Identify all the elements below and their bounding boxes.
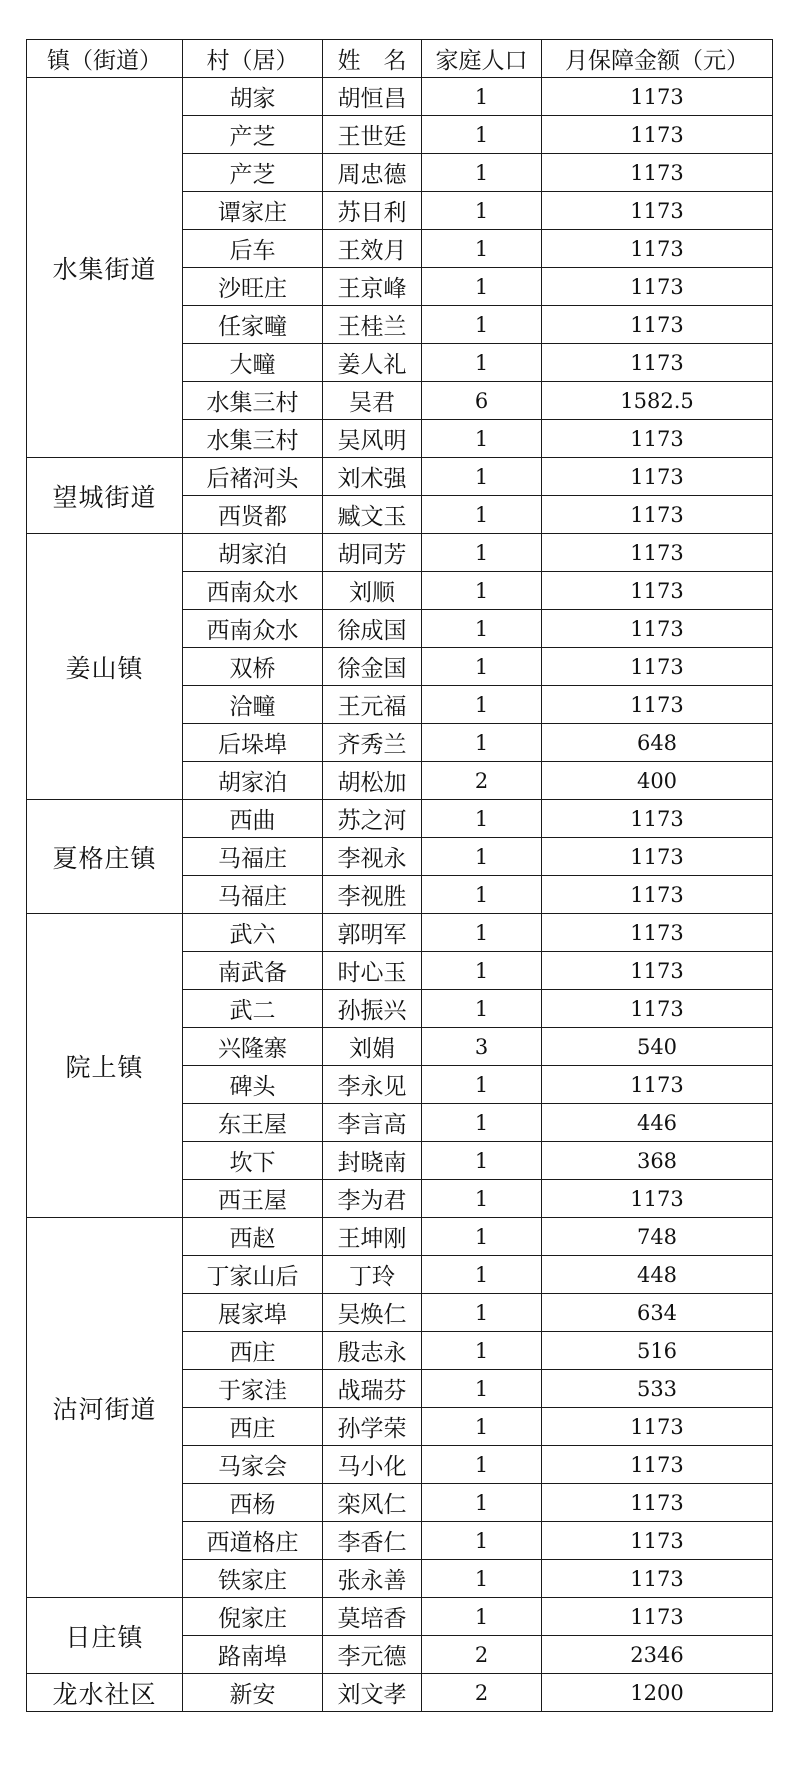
name-cell: 胡恒昌	[323, 78, 422, 116]
household-size-cell: 3	[422, 1028, 542, 1066]
village-cell: 西王屋	[183, 1180, 323, 1218]
household-size-cell: 1	[422, 1180, 542, 1218]
household-size-cell: 1	[422, 1522, 542, 1560]
name-cell: 刘顺	[323, 572, 422, 610]
village-cell: 后垛埠	[183, 724, 323, 762]
name-cell: 张永善	[323, 1560, 422, 1598]
monthly-amount-cell: 1173	[542, 1598, 773, 1636]
name-cell: 齐秀兰	[323, 724, 422, 762]
name-cell: 李视永	[323, 838, 422, 876]
household-size-cell: 2	[422, 1674, 542, 1712]
name-cell: 孙学荣	[323, 1408, 422, 1446]
name-cell: 徐金国	[323, 648, 422, 686]
table-row	[27, 534, 773, 572]
name-cell: 苏日利	[323, 192, 422, 230]
village-cell: 任家疃	[183, 306, 323, 344]
monthly-amount-cell: 1173	[542, 648, 773, 686]
village-cell: 新安	[183, 1674, 323, 1712]
name-cell: 李元德	[323, 1636, 422, 1674]
household-size-cell: 2	[422, 762, 542, 800]
monthly-amount-cell: 1173	[542, 572, 773, 610]
header-household-size: 家庭人口	[422, 40, 542, 78]
town-cell: 日庄镇	[27, 1598, 183, 1674]
household-size-cell: 1	[422, 192, 542, 230]
village-cell: 铁家庄	[183, 1560, 323, 1598]
monthly-amount-cell: 1173	[542, 914, 773, 952]
name-cell: 王效月	[323, 230, 422, 268]
monthly-amount-cell: 1173	[542, 838, 773, 876]
name-cell: 李永见	[323, 1066, 422, 1104]
header-monthly-amount: 月保障金额（元）	[542, 40, 773, 78]
table-row	[27, 914, 773, 952]
household-size-cell: 1	[422, 306, 542, 344]
household-size-cell: 1	[422, 1142, 542, 1180]
name-cell: 李为君	[323, 1180, 422, 1218]
household-size-cell: 1	[422, 420, 542, 458]
monthly-amount-cell: 1582.5	[542, 382, 773, 420]
household-size-cell: 1	[422, 344, 542, 382]
town-cell: 龙水社区	[27, 1674, 183, 1712]
household-size-cell: 1	[422, 724, 542, 762]
village-cell: 西南众水	[183, 610, 323, 648]
village-cell: 倪家庄	[183, 1598, 323, 1636]
table-row	[27, 1598, 773, 1636]
table-row	[27, 1218, 773, 1256]
header-town: 镇（街道）	[27, 40, 183, 78]
village-cell: 后褚河头	[183, 458, 323, 496]
town-cell: 夏格庄镇	[27, 800, 183, 914]
village-cell: 大疃	[183, 344, 323, 382]
village-cell: 水集三村	[183, 382, 323, 420]
monthly-amount-cell: 446	[542, 1104, 773, 1142]
village-cell: 沙旺庄	[183, 268, 323, 306]
table-header	[27, 40, 773, 78]
household-size-cell: 1	[422, 1294, 542, 1332]
village-cell: 坎下	[183, 1142, 323, 1180]
household-size-cell: 1	[422, 610, 542, 648]
name-cell: 栾风仁	[323, 1484, 422, 1522]
household-size-cell: 1	[422, 952, 542, 990]
monthly-amount-cell: 648	[542, 724, 773, 762]
household-size-cell: 1	[422, 458, 542, 496]
monthly-amount-cell: 748	[542, 1218, 773, 1256]
village-cell: 胡家	[183, 78, 323, 116]
village-cell: 马家会	[183, 1446, 323, 1484]
village-cell: 产芝	[183, 116, 323, 154]
monthly-amount-cell: 1173	[542, 990, 773, 1028]
village-cell: 水集三村	[183, 420, 323, 458]
monthly-amount-cell: 1173	[542, 534, 773, 572]
header-name: 姓 名	[323, 40, 422, 78]
monthly-amount-cell: 1173	[542, 1560, 773, 1598]
household-size-cell: 2	[422, 1636, 542, 1674]
household-size-cell: 1	[422, 990, 542, 1028]
monthly-amount-cell: 1173	[542, 1066, 773, 1104]
monthly-amount-cell: 1173	[542, 268, 773, 306]
household-size-cell: 1	[422, 1218, 542, 1256]
village-cell: 武二	[183, 990, 323, 1028]
village-cell: 西庄	[183, 1408, 323, 1446]
name-cell: 王坤刚	[323, 1218, 422, 1256]
monthly-amount-cell: 1173	[542, 1180, 773, 1218]
table-row	[27, 800, 773, 838]
monthly-amount-cell: 1173	[542, 116, 773, 154]
town-cell: 望城街道	[27, 458, 183, 534]
household-size-cell: 1	[422, 876, 542, 914]
name-cell: 徐成国	[323, 610, 422, 648]
name-cell: 苏之河	[323, 800, 422, 838]
name-cell: 孙振兴	[323, 990, 422, 1028]
name-cell: 刘文孝	[323, 1674, 422, 1712]
village-cell: 西南众水	[183, 572, 323, 610]
household-size-cell: 1	[422, 1598, 542, 1636]
table-row	[27, 78, 773, 116]
town-cell: 沽河街道	[27, 1218, 183, 1598]
village-cell: 胡家泊	[183, 762, 323, 800]
name-cell: 李香仁	[323, 1522, 422, 1560]
household-size-cell: 1	[422, 1066, 542, 1104]
household-size-cell: 1	[422, 116, 542, 154]
monthly-amount-cell: 1173	[542, 610, 773, 648]
village-cell: 胡家泊	[183, 534, 323, 572]
village-cell: 西赵	[183, 1218, 323, 1256]
name-cell: 周忠德	[323, 154, 422, 192]
village-cell: 南武备	[183, 952, 323, 990]
household-size-cell: 1	[422, 154, 542, 192]
village-cell: 马福庄	[183, 838, 323, 876]
name-cell: 马小化	[323, 1446, 422, 1484]
monthly-amount-cell: 1173	[542, 1408, 773, 1446]
name-cell: 胡松加	[323, 762, 422, 800]
name-cell: 李视胜	[323, 876, 422, 914]
name-cell: 刘术强	[323, 458, 422, 496]
town-cell: 水集街道	[27, 78, 183, 458]
monthly-amount-cell: 1173	[542, 952, 773, 990]
name-cell: 战瑞芬	[323, 1370, 422, 1408]
name-cell: 王京峰	[323, 268, 422, 306]
name-cell: 丁玲	[323, 1256, 422, 1294]
monthly-amount-cell: 2346	[542, 1636, 773, 1674]
name-cell: 吴风明	[323, 420, 422, 458]
name-cell: 臧文玉	[323, 496, 422, 534]
name-cell: 郭明军	[323, 914, 422, 952]
monthly-amount-cell: 1173	[542, 800, 773, 838]
monthly-amount-cell: 1173	[542, 1484, 773, 1522]
household-size-cell: 1	[422, 1370, 542, 1408]
name-cell: 殷志永	[323, 1332, 422, 1370]
household-size-cell: 1	[422, 1256, 542, 1294]
village-cell: 谭家庄	[183, 192, 323, 230]
table-row	[27, 458, 773, 496]
village-cell: 于家洼	[183, 1370, 323, 1408]
household-size-cell: 1	[422, 78, 542, 116]
village-cell: 碑头	[183, 1066, 323, 1104]
village-cell: 路南埠	[183, 1636, 323, 1674]
household-size-cell: 1	[422, 800, 542, 838]
village-cell: 洽疃	[183, 686, 323, 724]
village-cell: 西道格庄	[183, 1522, 323, 1560]
village-cell: 双桥	[183, 648, 323, 686]
monthly-amount-cell: 1173	[542, 1446, 773, 1484]
table-body	[27, 78, 773, 1712]
household-size-cell: 1	[422, 1104, 542, 1142]
name-cell: 李言高	[323, 1104, 422, 1142]
name-cell: 莫培香	[323, 1598, 422, 1636]
monthly-amount-cell: 634	[542, 1294, 773, 1332]
subsidy-table	[26, 39, 773, 1712]
monthly-amount-cell: 400	[542, 762, 773, 800]
name-cell: 姜人礼	[323, 344, 422, 382]
household-size-cell: 1	[422, 496, 542, 534]
table-row	[27, 1674, 773, 1712]
village-cell: 展家埠	[183, 1294, 323, 1332]
town-cell: 姜山镇	[27, 534, 183, 800]
monthly-amount-cell: 1173	[542, 420, 773, 458]
monthly-amount-cell: 516	[542, 1332, 773, 1370]
village-cell: 西曲	[183, 800, 323, 838]
household-size-cell: 1	[422, 268, 542, 306]
monthly-amount-cell: 1173	[542, 458, 773, 496]
village-cell: 东王屋	[183, 1104, 323, 1142]
household-size-cell: 1	[422, 230, 542, 268]
household-size-cell: 6	[422, 382, 542, 420]
monthly-amount-cell: 533	[542, 1370, 773, 1408]
monthly-amount-cell: 1173	[542, 496, 773, 534]
name-cell: 王世廷	[323, 116, 422, 154]
monthly-amount-cell: 368	[542, 1142, 773, 1180]
monthly-amount-cell: 1200	[542, 1674, 773, 1712]
monthly-amount-cell: 1173	[542, 78, 773, 116]
household-size-cell: 1	[422, 648, 542, 686]
household-size-cell: 1	[422, 1446, 542, 1484]
monthly-amount-cell: 1173	[542, 344, 773, 382]
header-row	[27, 40, 773, 78]
village-cell: 马福庄	[183, 876, 323, 914]
village-cell: 后车	[183, 230, 323, 268]
household-size-cell: 1	[422, 1560, 542, 1598]
monthly-amount-cell: 1173	[542, 306, 773, 344]
monthly-amount-cell: 540	[542, 1028, 773, 1066]
village-cell: 武六	[183, 914, 323, 952]
monthly-amount-cell: 1173	[542, 230, 773, 268]
household-size-cell: 1	[422, 914, 542, 952]
household-size-cell: 1	[422, 1484, 542, 1522]
household-size-cell: 1	[422, 1332, 542, 1370]
monthly-amount-cell: 1173	[542, 192, 773, 230]
name-cell: 刘娟	[323, 1028, 422, 1066]
name-cell: 胡同芳	[323, 534, 422, 572]
name-cell: 王元福	[323, 686, 422, 724]
name-cell: 封晓南	[323, 1142, 422, 1180]
monthly-amount-cell: 1173	[542, 876, 773, 914]
village-cell: 西杨	[183, 1484, 323, 1522]
village-cell: 西贤都	[183, 496, 323, 534]
name-cell: 王桂兰	[323, 306, 422, 344]
village-cell: 产芝	[183, 154, 323, 192]
household-size-cell: 1	[422, 534, 542, 572]
monthly-amount-cell: 1173	[542, 686, 773, 724]
village-cell: 兴隆寨	[183, 1028, 323, 1066]
header-village: 村（居）	[183, 40, 323, 78]
household-size-cell: 1	[422, 838, 542, 876]
name-cell: 吴焕仁	[323, 1294, 422, 1332]
household-size-cell: 1	[422, 572, 542, 610]
town-cell: 院上镇	[27, 914, 183, 1218]
monthly-amount-cell: 1173	[542, 1522, 773, 1560]
household-size-cell: 1	[422, 686, 542, 724]
monthly-amount-cell: 448	[542, 1256, 773, 1294]
village-cell: 丁家山后	[183, 1256, 323, 1294]
name-cell: 吴君	[323, 382, 422, 420]
monthly-amount-cell: 1173	[542, 154, 773, 192]
name-cell: 时心玉	[323, 952, 422, 990]
village-cell: 西庄	[183, 1332, 323, 1370]
household-size-cell: 1	[422, 1408, 542, 1446]
